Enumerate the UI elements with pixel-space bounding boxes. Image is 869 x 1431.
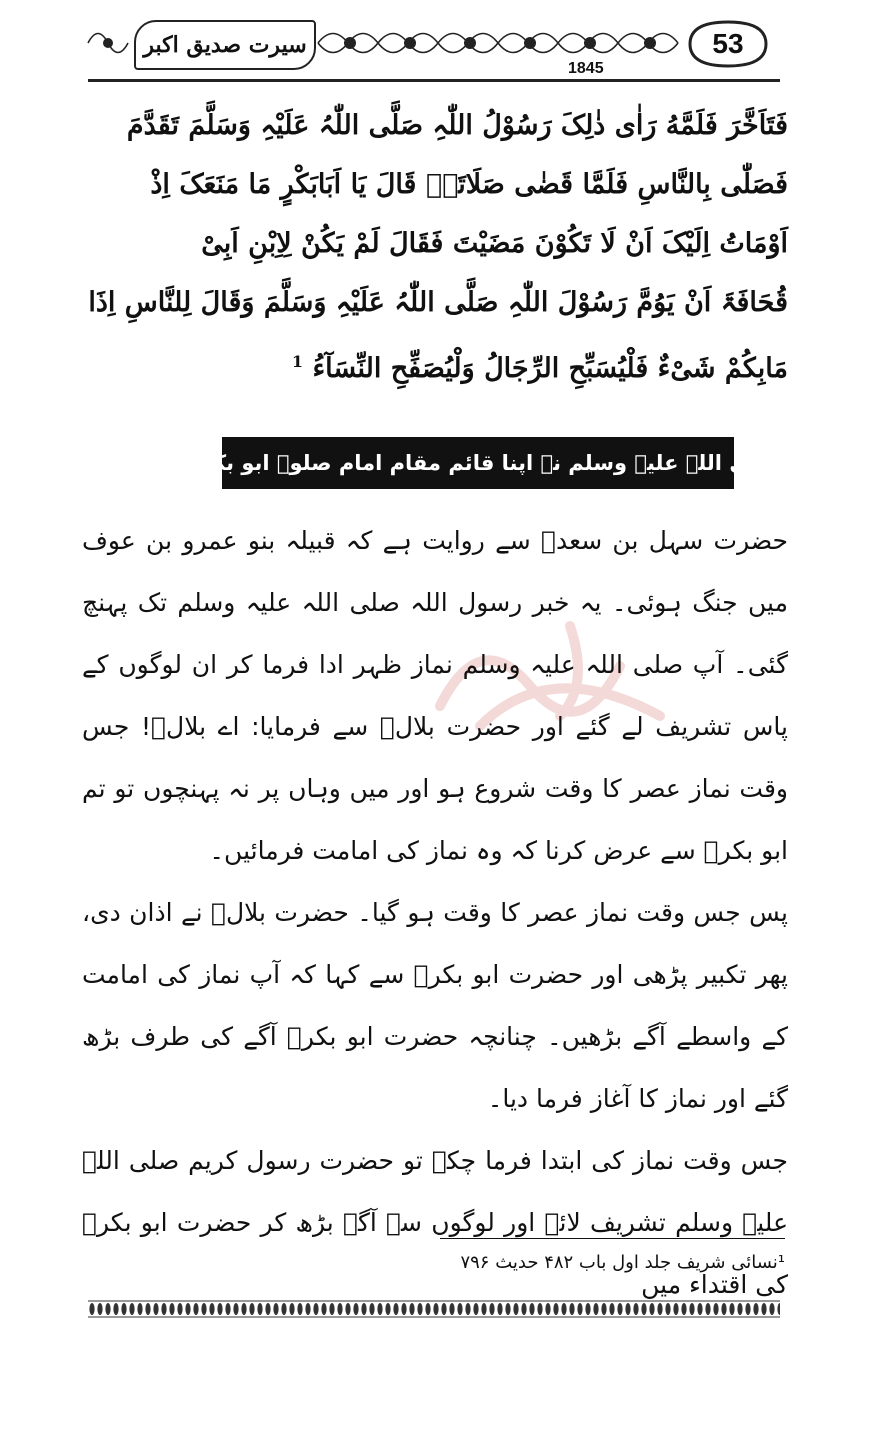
urdu-body	[82, 510, 788, 1316]
arabic-line	[82, 332, 788, 391]
footnote: ¹نسائی شریف جلد اول باب ۴۸۲ حدیث ۷۹۶	[460, 1252, 785, 1273]
section-heading: حضور صلی اللہ علیہ وسلم نے اپنا قائم مقام امام صلوۃ ابو بکرؓ کو بنایا	[222, 437, 734, 489]
page-subnumber: 1845	[568, 60, 604, 77]
book-title: سیرت صدیق اکبر	[143, 32, 307, 58]
book-title-frame	[134, 20, 316, 70]
footnote-marker: 1	[291, 352, 304, 371]
arabic-line: قُحَافَۃَ اَنْ یَوُمَّ رَسُوْلَ اللّٰہِ صَلَّی اللّٰہُ عَلَیْہِ وَسَلَّمَ وَقَالَ لِلنَّاسِ اِذَا	[88, 287, 788, 318]
arabic-hadith	[82, 96, 788, 391]
bottom-ornament-border	[88, 1300, 780, 1318]
footnote-rule	[440, 1238, 785, 1239]
arabic-line: فَصَلّٰی بِالنَّاسِ فَلَمَّا قَضٰی صَلَاتَہٗ قَالَ یَا اَبَابَکْرٍ مَا مَنَعَکَ اِذْ	[150, 169, 788, 200]
arabic-line: اَوْمَاتُ اِلَیْکَ اَنْ لَا تَکُوْنَ مَضَیْتَ فَقَالَ لَمْ یَکُنْ لِاِبْنِ اَبِیْ	[201, 228, 788, 259]
paragraph: جس وقت نماز کی ابتدا فرما چکے تو حضرت رسول کریم صلی اللہ علیہ وسلم تشریف لائے اور لوگوں سے آگے بڑھ کر حضرت ابو بکرؓ کی اقتداء میں	[82, 1146, 788, 1299]
arabic-line: فَتَاَخَّرَ فَلَمَّهُ رَاٰی ذٰلِکَ رَسُوْلُ اللّٰہِ صَلَّی اللّٰہُ عَلَیْہِ وَسَلَّمَ تَقَدَّمَ	[126, 110, 788, 141]
paragraph: حضرت سہل بن سعدؓ سے روایت ہے کہ قبیلہ بنو عمرو بن عوف میں جنگ ہوئی۔ یہ خبر رسول اللہ صلی اللہ علیہ وسلم تک پہنچ گئی۔ آپ صلی اللہ علیہ وسلم نماز ظہر ادا فرما کر ان لوگوں کے پاس تشریف لے گئے اور حضرت بلالؓ سے فرمایا: اے بلالؓ! جس وقت نماز عصر کا وقت شروع ہو اور میں وہاں پر نہ پہنچوں تو تم ابو بکرؓ سے عرض کرنا کہ وہ نماز کی امامت فرمائیں۔	[82, 526, 788, 865]
paragraph: پس جس وقت نماز عصر کا وقت ہو گیا۔ حضرت بلالؓ نے اذان دی، پھر تکبیر پڑھی اور حضرت ابو بکرؓ سے کہا کہ آپ نماز کی امامت کے واسطے آگے بڑھیں۔ چنانچہ حضرت ابو بکرؓ آگے کی طرف بڑھ گئے اور نماز کا آغاز فرما دیا۔	[82, 898, 788, 1113]
page-header	[88, 10, 780, 80]
header-rule	[88, 78, 780, 83]
page-number: 53	[712, 28, 744, 59]
arabic-line-last: مَابِکُمْ شَیْءٌ فَلْیُسَبِّحِ الرِّجَالُ وَلْیُصَفِّحِ النِّسَآءُ	[312, 353, 788, 384]
page-number-badge	[680, 18, 776, 70]
